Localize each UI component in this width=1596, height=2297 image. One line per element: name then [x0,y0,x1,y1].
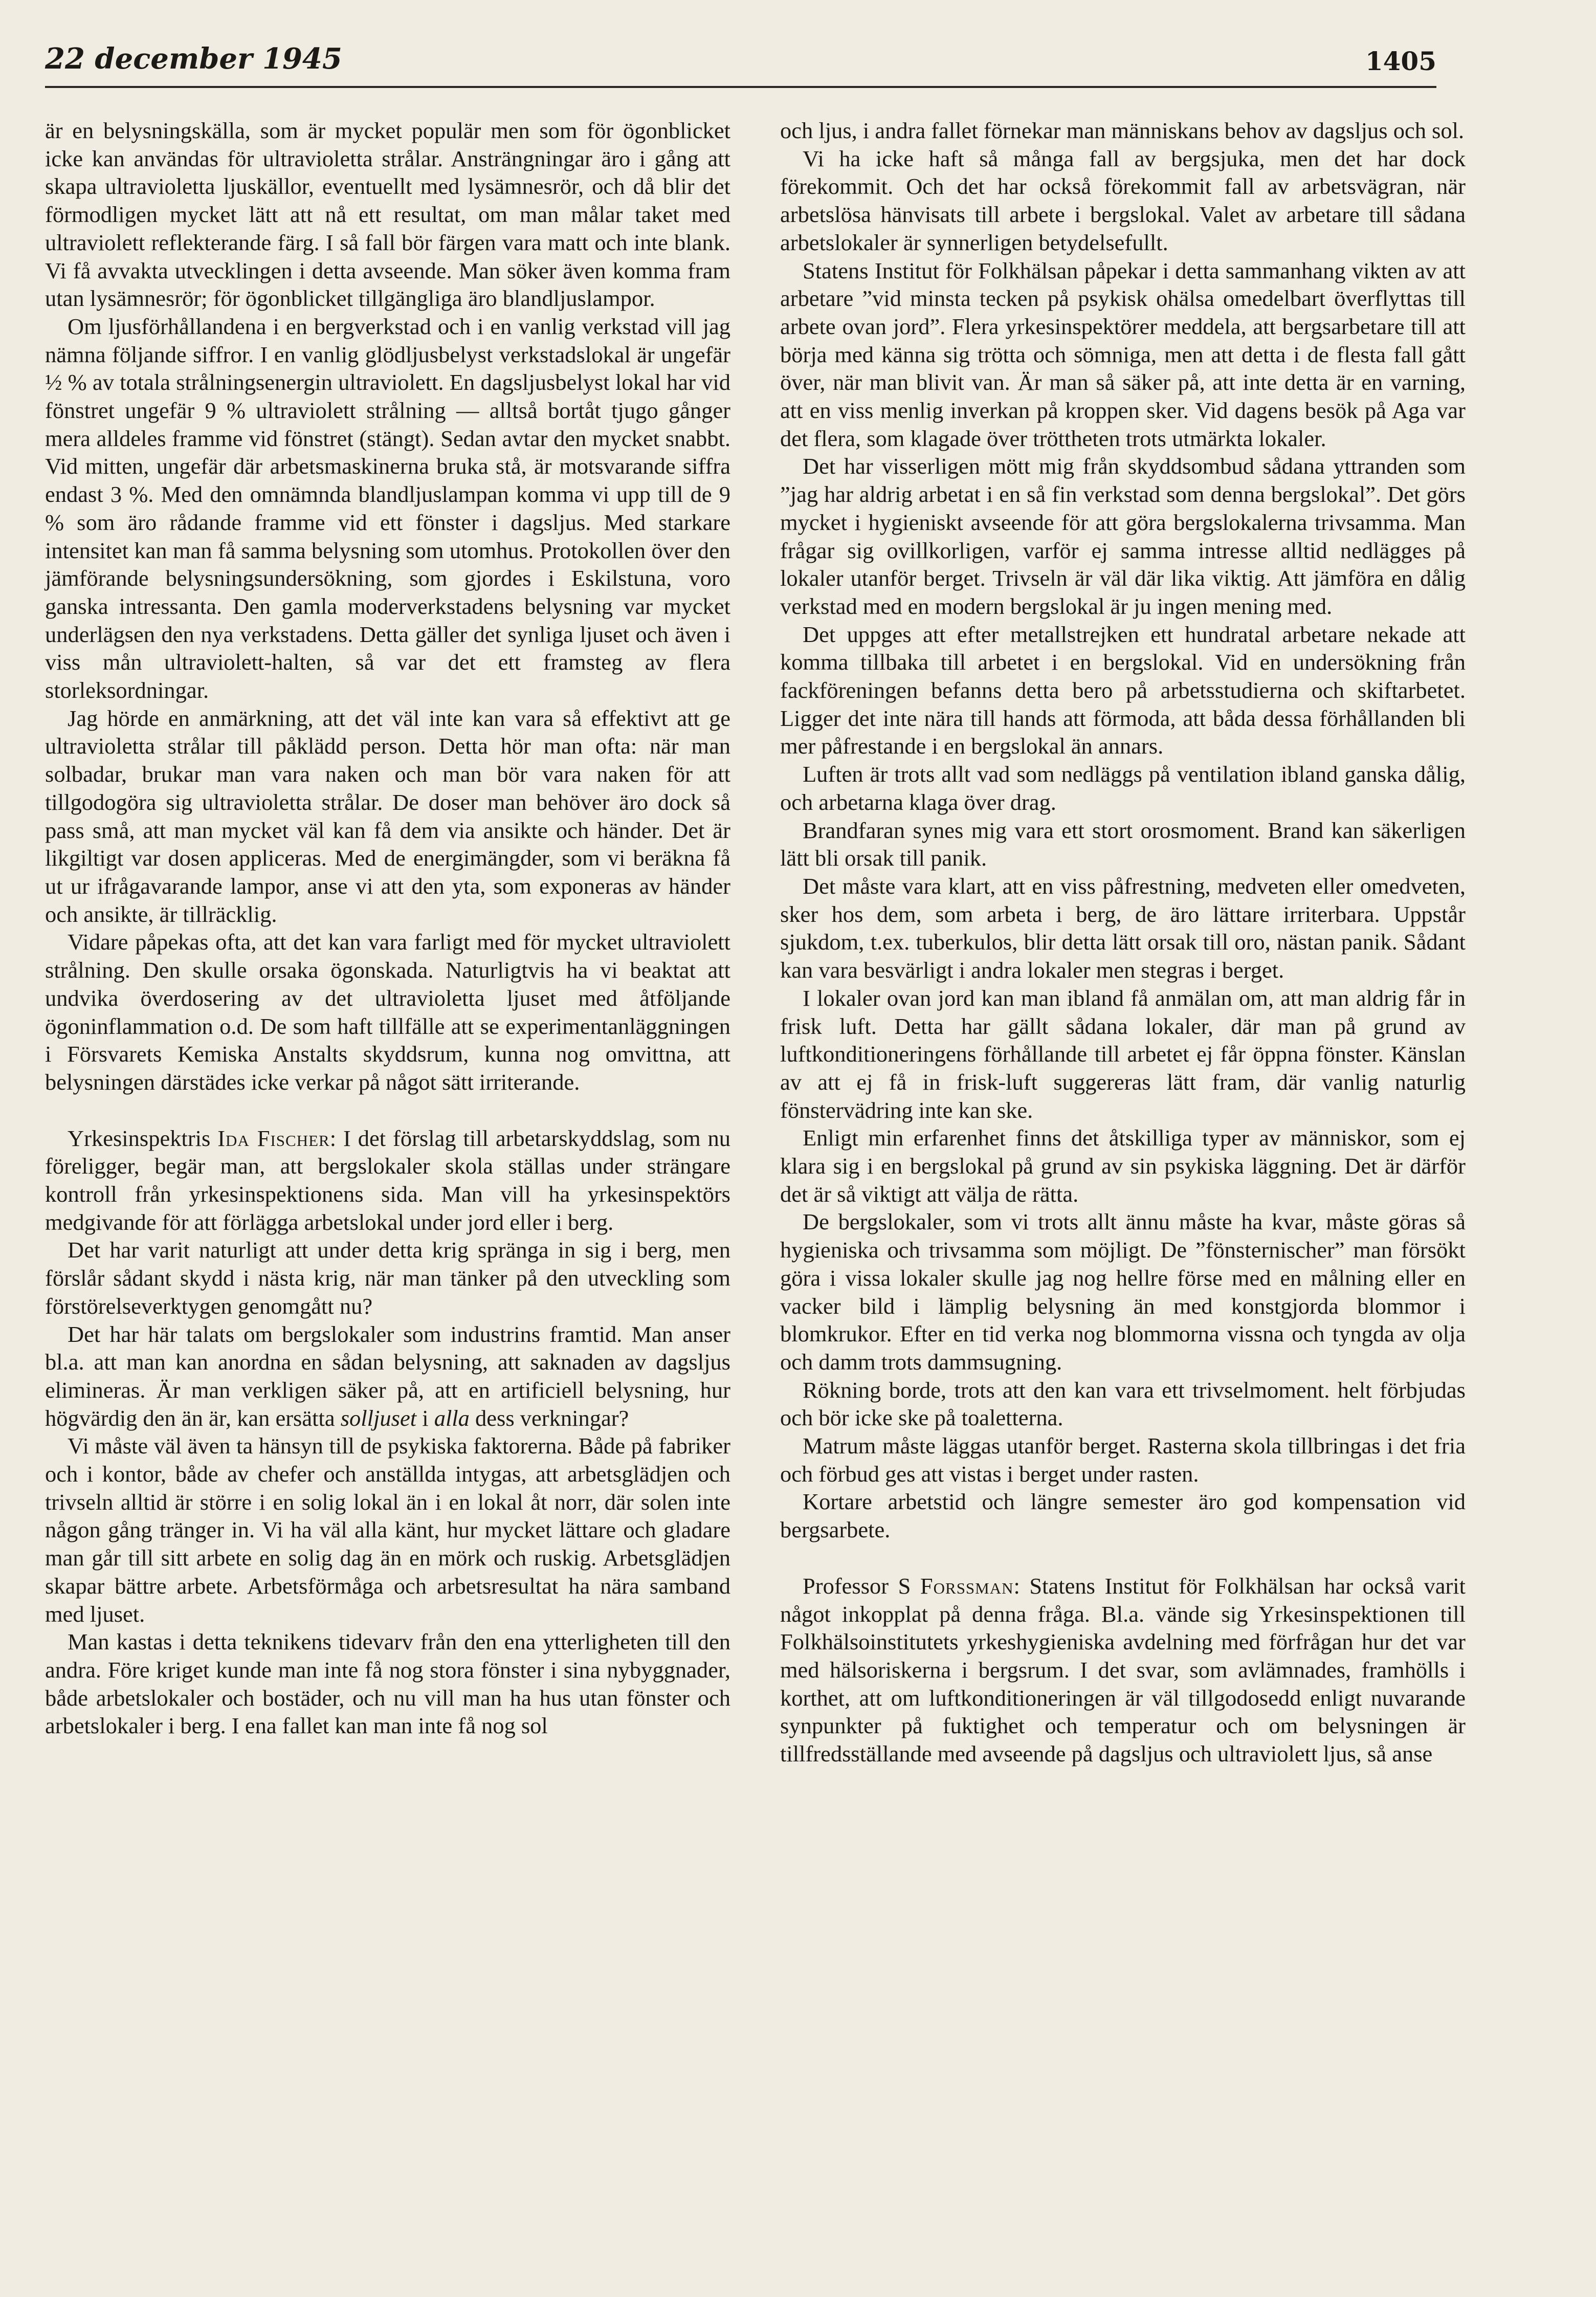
paragraph: Om ljusförhållandena i en bergverkstad och i en vanlig verkstad vill jag nämna följande siffror. I en vanlig glödljusbelyst verkstadslokal är ungefär ½ % av totala strålningsenergin ultraviolett. En dagsljusbelyst lokal har vid fönstret ungefär 9 % ultraviolett strålning — alltså bortåt tjugo gånger mera alldeles framme vid fönstret (stängt). Sedan avtar den mycket snabbt. Vid mitten, ungefär där arbetsmaskinerna bruka stå, är motsvarande siffra endast 3 %. Med den omnämnda blandljuslampan komma vi upp till de 9 % som äro rådande framme vid ett fönster i dagsljus. Med starkare intensitet kan man få samma belysning som utomhus. Protokollen över den jämförande belysningsundersökning, som gjordes i Eskilstuna, voro ganska intressanta. Den gamla moderverkstadens belysning var mycket underlägsen den nya verkstadens. Detta gäller det synliga ljuset och även i viss mån ultraviolett-halten, så var det ett framsteg av flera storleksordningar. [45,313,730,703]
speaker-text: : Statens Institut för Folkhälsan har också varit något inkopplat på denna fråga. Bl.a. vände sig Yrkesinspektionen till Folkhälsoinstitutets yrkeshygieniska avdelning med förfrågan hur det var med hälsoriskerna i bergsrum. I det svar, som avlämnades, framhölls i korthet, att om luftkonditioneringen är väl tillgodosedd enligt nuvarande synpunkter på fuktighet och temperatur och om belysningen är tillfredsställande med avseende på dagsljus och ultraviolett ljus, så anse [780,1573,1466,1767]
paragraph: Man kastas i detta teknikens tidevarv från den ena ytterligheten till den andra. Före kriget kunde man inte få nog stora fönster i sina nybyggnader, både arbetslokaler och bostäder, och nu vill man ha hus utan fönster och arbetslokaler i berg. I ena fallet kan man inte få nog sol [45,1629,730,1739]
paragraph: Enligt min erfarenhet finns det åtskilliga typer av människor, som ej klara sig i en bergslokal på grund av sin psykiska läggning. Det är därför det är så viktigt att välja de rätta. [780,1125,1466,1207]
speaker-name: Ida Fischer [217,1125,330,1151]
paragraph: Rökning borde, trots att den kan vara ett trivselmoment. helt förbjudas och bör icke ske på toaletterna. [780,1377,1466,1431]
right-column [780,117,1466,1768]
paragraph: och ljus, i andra fallet förnekar man människans behov av dagsljus och sol. [780,118,1465,143]
paragraph: Det har visserligen mött mig från skyddsombud sådana yttranden som ”jag har aldrig arbetat i en så fin verkstad som denna bergslokal”. Det görs mycket i hygieniskt avseende för att göra bergslokalerna trivsamma. Man frågar sig ovillkorligen, varför ej samma intresse alltid nedlägges på lokaler utanför berget. Trivseln är väl där lika viktig. Att jämföra en dålig verkstad med en modern bergslokal är ju ingen mening med. [780,453,1466,619]
text-run: i [416,1405,434,1431]
speaker-title: Yrkesinspektris [68,1125,218,1151]
paragraph: är en belysningskälla, som är mycket populär men som för ögonblicket icke kan användas för ultravioletta strålar. Ansträngningar äro i gång att skapa ultravioletta ljuskällor, eventuellt med lysämnesrör, och då blir det förmodligen mycket lätt att nå ett resultat, om man målar taket med ultraviolett reflekterande färg. I så fall bör färgen vara matt och inte blank. Vi få avvakta utvecklingen i detta avseende. Man söker även komma fram utan lysämnesrör; för ögonblicket tillgängliga äro blandljuslampor. [45,118,730,312]
paragraph: Jag hörde en anmärkning, att det väl inte kan vara så effektivt att ge ultravioletta strålar till påklädd person. Detta hör man ofta: när man solbadar, brukar man vara naken och man bör vara naken för att tillgodogöra sig ultravioletta strålar. De doser man behöver äro dock så pass små, att man mycket väl kan få dem via ansikte och händer. Det är likgiltigt var dosen appliceras. Med de energimängder, som vi beräkna få ut ur ifrågavarande lampor, anse vi att den yta, som exponeras av händer och ansikte, är tillräcklig. [45,705,730,927]
paragraph: Brandfaran synes mig vara ett stort orosmoment. Brand kan säkerligen lätt bli orsak till panik. [780,817,1466,871]
paragraph: Vi måste väl även ta hänsyn till de psykiska faktorerna. Både på fabriker och i kontor, både av chefer och anställda intygas, att arbetsglädjen och trivseln alltid är större i en solig lokal än i en lokal åt norr, där solen inte någon gång tränger in. Vi ha väl alla känt, hur mycket lättare och gladare man går till sitt arbete en solig dag än en mörk och ruskig. Arbetsglädjen skapar bättre arbete. Arbetsförmåga och arbetsresultat ha nära samband med ljuset. [45,1433,730,1627]
page-number: 1405 [1365,46,1436,76]
paragraph [45,1320,730,1432]
speaker-title: Professor S [803,1573,920,1599]
paragraph: I lokaler ovan jord kan man ibland få anmälan om, att man aldrig får in frisk luft. Detta har gällt sådana lokaler, där man på grund av luftkonditioneringens förhållande till arbetet ej får öppna fönster. Känslan av att ej få in frisk-luft suggereras lätt fram, där vanlig naturlig fönstervädring inte kan ske. [780,985,1466,1123]
text-run: Det har här talats om bergslokaler som industrins framtid. Man anser bl.a. att man kan anordna en sådan belysning, att saknaden av dagsljus elimineras. Är man verkligen säker på, att en artificiell belysning, hur högvärdig den än är, kan ersätta [45,1321,730,1431]
paragraph: Kortare arbetstid och längre semester äro god kompensation vid bergsarbete. [780,1489,1466,1543]
emphasis: solljuset [340,1405,417,1431]
paragraph: Det uppges att efter metallstrejken ett hundratal arbetare nekade att komma tillbaka till arbetet i en bergslokal. Vid en undersökning från fackföreningen befanns detta bero på arbetsstudierna och skiftarbetet. Ligger det inte nära till hands att förmoda, att båda dessa förhållanden bli mer påfrestande i en bergslokal än annars. [780,621,1466,759]
paragraph: Vi ha icke haft så många fall av bergsjuka, men det har dock förekommit. Och det har också förekommit fall av arbetsvägran, när arbetslösa hänvisats till arbete i bergslokal. Valet av arbetare till sådana arbetslokaler är synnerligen betydelsefullt. [780,145,1466,255]
paragraph: Luften är trots allt vad som nedläggs på ventilation ibland ganska dålig, och arbetarna klaga över drag. [780,761,1466,815]
paragraph: Vidare påpekas ofta, att det kan vara farligt med för mycket ultraviolett strålning. Den skulle orsaka ögonskada. Naturligtvis ha vi beaktat att undvika överdosering av det ultravioletta ljuset med åtföljande ögoninflammation o.d. De som haft tillfälle att se experimentanläggningen i Försvarets Kemiska Anstalts skyddsrum, kunna nog omvittna, att belysningen därstädes icke verkar på något sätt irriterande. [45,929,730,1095]
paragraph: Det har varit naturligt att under detta krig spränga in sig i berg, men förslår sådant skydd i nästa krig, när man tänker på den utveckling som förstörelseverktygen genomgått nu? [45,1237,730,1319]
speaker-paragraph [780,1572,1466,1768]
page-header [45,37,1436,88]
left-column [45,117,730,1740]
paragraph: Statens Institut för Folkhälsan påpekar i detta sammanhang vikten av att arbetare ”vid minsta tecken på psykisk ohälsa omedelbart överflyttas till arbete ovan jord”. Flera yrkesinspektörer meddela, att bergsarbetare till att börja med känna sig trötta och sömniga, men att detta i de flesta fall gått över, när man blivit van. Är man så säker på, att inte detta är en varning, att en viss menlig inverkan på kroppen sker. Vid dagens besök på Aga var det flera, som klagade över tröttheten trots utmärkta lokaler. [780,257,1466,451]
emphasis: alla [434,1405,470,1431]
issue-date: 22 december 1945 [45,42,342,76]
paragraph: Det måste vara klart, att en viss påfrestning, medveten eller omedveten, sker hos dem, som arbeta i berg, de äro lättare irriterbara. Uppstår sjukdom, t.ex. tuberkulos, blir detta lätt orsak till oro, nästan panik. Sådant kan vara besvärligt i andra lokaler men stegras i berget. [780,873,1466,983]
paragraph: De bergslokaler, som vi trots allt ännu måste ha kvar, måste göras så hygieniska och trivsamma som möjligt. De ”fönsternischer” man försökt göra i vissa lokaler skulle jag nog hellre förse med en målning eller en vacker bild i lämplig belysning än med konstgjorda blommor i blomkrukor. Efter en tid verka nog blommorna vissna och tyngda av olja och damm trots dammsugning. [780,1209,1466,1375]
paragraph: Matrum måste läggas utanför berget. Rasterna skola tillbringas i det fria och förbud ges att vistas i berget under rasten. [780,1433,1466,1487]
speaker-text: : I det förslag till arbetarskyddslag, som nu föreligger, begär man, att bergslokaler skola ställas under strängare kontroll från yrkesinspektionens sida. Man vill ha yrkesinspektörs medgivande för att förlägga arbetslokal under jord eller i berg. [45,1125,730,1235]
speaker-paragraph [45,1124,730,1236]
text-run: dess verkningar? [469,1405,629,1431]
speaker-name: Forssman [920,1573,1014,1599]
